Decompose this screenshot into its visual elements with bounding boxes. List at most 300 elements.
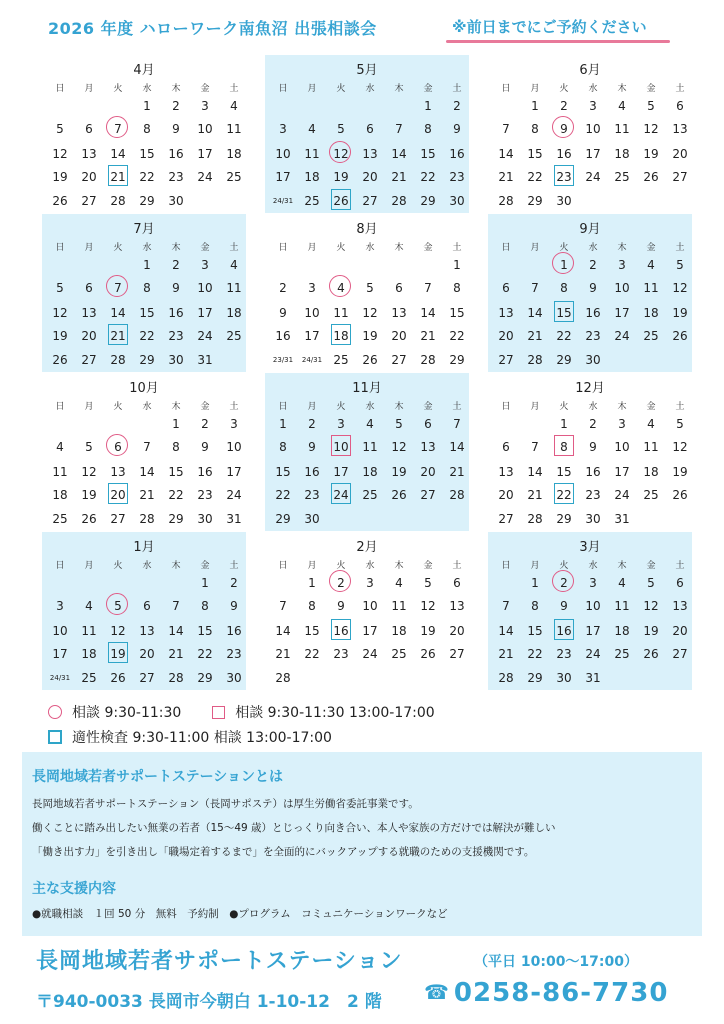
day-cell: 29 [139, 194, 155, 208]
day-cell: 22 [449, 329, 465, 343]
day-cell: 27 [420, 488, 436, 502]
day-cell: 17 [304, 329, 320, 343]
day-cell: 6 [502, 281, 510, 295]
day-cell: 6 [424, 417, 432, 431]
weekday-label: 水 [142, 243, 152, 253]
day-cell: 12 [643, 122, 659, 136]
weekday-label: 火 [559, 84, 569, 94]
day-cell: 26 [52, 353, 68, 367]
day-cell: 11 [52, 465, 68, 479]
day-cell: 24 [614, 329, 630, 343]
day-cell: 3 [589, 576, 597, 590]
weekday-label: 水 [365, 402, 375, 412]
weekday-label: 木 [617, 561, 627, 571]
day-cell: 30 [168, 353, 184, 367]
day-cell: 13 [139, 624, 155, 638]
month-calendar [488, 532, 692, 690]
day-cell: 13 [672, 122, 688, 136]
weekday-label: 火 [336, 84, 346, 94]
weekday-label: 水 [142, 561, 152, 571]
day-cell: 17 [52, 647, 68, 661]
day-cell: 7 [395, 122, 403, 136]
weekday-label: 日 [55, 84, 65, 94]
day-cell: 27 [498, 353, 514, 367]
weekday-label: 土 [452, 561, 462, 571]
day-cell: 17 [275, 170, 291, 184]
day-cell: 27 [110, 512, 126, 526]
day-cell: 12 [672, 440, 688, 454]
day-cell: 6 [85, 122, 93, 136]
month-title: 1月 [133, 540, 155, 555]
day-cell: 27 [449, 647, 465, 661]
day-cell: 8 [550, 438, 578, 456]
day-cell: 5 [56, 122, 64, 136]
day-cell: 23 [585, 329, 601, 343]
day-cell: 23 [304, 488, 320, 502]
day-cell: 15 [139, 147, 155, 161]
day-cell: 4 [366, 417, 374, 431]
day-cell: 28 [168, 671, 184, 685]
weekday-label: 木 [171, 402, 181, 412]
day-cell: 11 [614, 599, 630, 613]
reservation-note: ※前日までにご予約ください [452, 18, 647, 36]
month-calendar [42, 373, 246, 531]
day-cell: 28 [527, 512, 543, 526]
day-cell: 8 [143, 122, 151, 136]
day-cell: 27 [81, 353, 97, 367]
day-cell: 30 [226, 671, 242, 685]
day-cell: 31 [226, 512, 242, 526]
day-cell: 5 [647, 576, 655, 590]
day-cell: 4 [618, 576, 626, 590]
day-cell: 28 [139, 512, 155, 526]
day-cell: 2 [308, 417, 316, 431]
day-cell: 3 [279, 122, 287, 136]
day-cell: 21 [498, 170, 514, 184]
day-cell: 3 [366, 576, 374, 590]
day-cell: 19 [52, 170, 68, 184]
phone-number[interactable]: 0258-86-7730 [453, 978, 669, 1008]
weekday-label: 火 [336, 402, 346, 412]
weekday-label: 日 [55, 561, 65, 571]
day-cell: 9 [337, 599, 345, 613]
day-cell: 12 [362, 306, 378, 320]
day-cell: 20 [81, 329, 97, 343]
day-cell: 9 [172, 122, 180, 136]
day-cell: 6 [676, 576, 684, 590]
day-cell: 29 [527, 671, 543, 685]
day-cell: 3 [589, 99, 597, 113]
day-cell: 6 [366, 122, 374, 136]
day-cell: 10 [614, 281, 630, 295]
day-cell: 12 [420, 599, 436, 613]
day-cell: 7 [172, 599, 180, 613]
day-cell: 26 [643, 647, 659, 661]
day-cell: 25 [226, 329, 242, 343]
weekday-label: 火 [559, 243, 569, 253]
phone[interactable] [424, 978, 668, 1008]
weekday-label: 金 [646, 402, 656, 412]
day-cell: 1 [143, 99, 151, 113]
day-cell: 12 [391, 440, 407, 454]
weekday-label: 木 [171, 84, 181, 94]
day-cell: 2 [589, 417, 597, 431]
weekday-label: 水 [365, 84, 375, 94]
weekday-label: 月 [84, 402, 94, 412]
day-cell: 29 [275, 512, 291, 526]
day-cell: 20 [672, 624, 688, 638]
month-calendar [265, 214, 469, 372]
day-cell: 10 [226, 440, 242, 454]
day-cell: 8 [453, 281, 461, 295]
day-cell: 4 [308, 122, 316, 136]
day-cell: 18 [391, 624, 407, 638]
day-cell: 10 [614, 440, 630, 454]
day-cell: 15 [304, 624, 320, 638]
day-cell: 2 [453, 99, 461, 113]
day-cell: 5 [676, 258, 684, 272]
day-cell: 18 [643, 465, 659, 479]
day-cell: 20 [391, 329, 407, 343]
address: 〒940-0033 長岡市今朝白 1-10-12 2 階 [36, 992, 382, 1012]
day-cell: 27 [672, 170, 688, 184]
day-cell: 1 [560, 417, 568, 431]
day-cell: 1 [531, 576, 539, 590]
day-cell: 21 [168, 647, 184, 661]
day-cell: 29 [168, 512, 184, 526]
weekday-label: 木 [394, 84, 404, 94]
day-cell: 23 [333, 647, 349, 661]
info-box [22, 752, 702, 936]
day-cell: 31 [585, 671, 601, 685]
day-cell: 30 [168, 194, 184, 208]
weekday-label: 木 [394, 243, 404, 253]
day-cell: 21 [449, 465, 465, 479]
day-cell: 8 [531, 122, 539, 136]
day-cell: 19 [52, 329, 68, 343]
support-list: ●就職相談 １回 50 分 無料 予約制 ●プログラム コミュニケーションワークなど [32, 908, 448, 920]
day-cell: 1 [531, 99, 539, 113]
day-cell: 11 [333, 306, 349, 320]
day-cell: 24 [197, 170, 213, 184]
day-cell: 27 [81, 194, 97, 208]
day-cell: 28 [110, 194, 126, 208]
legend-circle-text: 相談 9:30-11:30 [72, 705, 182, 721]
weekday-label: 土 [452, 84, 462, 94]
day-cell: 28 [391, 194, 407, 208]
weekday-label: 水 [365, 243, 375, 253]
blue-square-legend-icon [48, 730, 62, 744]
day-cell: 15 [449, 306, 465, 320]
day-cell: 25 [614, 647, 630, 661]
day-cell: 16 [550, 622, 578, 640]
day-cell: 18 [327, 327, 355, 345]
weekday-label: 月 [84, 243, 94, 253]
day-cell: 8 [201, 599, 209, 613]
day-cell: 14 [527, 306, 543, 320]
month-title: 4月 [133, 63, 155, 78]
day-cell: 23 [550, 168, 578, 186]
organization-name: 長岡地域若者サポートステーション [36, 949, 403, 974]
day-cell: 19 [672, 465, 688, 479]
day-cell: 8 [531, 599, 539, 613]
day-cell: 21 [527, 488, 543, 502]
day-cell: 2 [550, 574, 578, 592]
day-cell: 6 [143, 599, 151, 613]
day-cell: 3 [201, 99, 209, 113]
day-cell: 5 [337, 122, 345, 136]
weekday-label: 日 [278, 561, 288, 571]
day-cell: 10 [275, 147, 291, 161]
day-cell: 27 [139, 671, 155, 685]
day-cell: 22 [139, 329, 155, 343]
day-cell: 22 [527, 647, 543, 661]
day-cell: 19 [81, 488, 97, 502]
weekday-label: 土 [675, 84, 685, 94]
weekday-label: 金 [200, 243, 210, 253]
day-cell: 25 [643, 329, 659, 343]
day-cell: 26 [81, 512, 97, 526]
day-cell: 30 [197, 512, 213, 526]
day-cell: 23 [226, 647, 242, 661]
day-cell: 27 [672, 647, 688, 661]
day-cell: 30 [585, 353, 601, 367]
day-cell: 5 [424, 576, 432, 590]
day-cell: 22 [139, 170, 155, 184]
circle-legend-icon [48, 705, 62, 719]
weekday-label: 月 [307, 84, 317, 94]
weekday-label: 火 [113, 243, 123, 253]
day-cell: 28 [498, 671, 514, 685]
day-cell: 29 [420, 194, 436, 208]
day-cell: 18 [226, 147, 242, 161]
day-cell: 3 [618, 258, 626, 272]
day-cell: 28 [275, 671, 291, 685]
weekday-label: 火 [559, 402, 569, 412]
day-cell: 24 [197, 329, 213, 343]
day-cell: 29 [527, 194, 543, 208]
weekday-label: 日 [501, 243, 511, 253]
day-cell: 14 [498, 624, 514, 638]
weekday-label: 土 [229, 243, 239, 253]
day-cell: 19 [420, 624, 436, 638]
day-cell: 7 [143, 440, 151, 454]
day-cell: 11 [362, 440, 378, 454]
weekday-label: 水 [588, 402, 598, 412]
day-cell: 18 [614, 624, 630, 638]
month-title: 12月 [575, 381, 605, 396]
day-cell: 23 [197, 488, 213, 502]
day-cell: 16 [327, 622, 355, 640]
day-cell: 17 [585, 624, 601, 638]
day-cell: 2 [201, 417, 209, 431]
month-calendar [265, 532, 469, 690]
day-cell: 17 [614, 465, 630, 479]
weekday-label: 月 [530, 84, 540, 94]
day-cell: 16 [168, 306, 184, 320]
day-cell: 1 [308, 576, 316, 590]
day-cell: 17 [197, 147, 213, 161]
day-cell: 23 [168, 329, 184, 343]
day-cell: 26 [362, 353, 378, 367]
day-cell: 4 [230, 258, 238, 272]
day-cell: 14 [139, 465, 155, 479]
weekday-label: 木 [617, 84, 627, 94]
day-cell: 13 [362, 147, 378, 161]
day-cell: 15 [197, 624, 213, 638]
day-cell: 30 [556, 671, 572, 685]
day-cell: 20 [104, 486, 132, 504]
day-cell: 7 [502, 122, 510, 136]
weekday-label: 水 [588, 561, 598, 571]
day-cell: 13 [391, 306, 407, 320]
month-title: 5月 [356, 63, 378, 78]
day-cell: 21 [139, 488, 155, 502]
weekday-label: 月 [530, 561, 540, 571]
day-cell: 4 [647, 258, 655, 272]
day-cell: 24 [585, 647, 601, 661]
weekday-label: 月 [84, 561, 94, 571]
day-cell: 21 [104, 327, 132, 345]
day-cell: 18 [81, 647, 97, 661]
weekday-label: 金 [423, 243, 433, 253]
day-cell: 22 [556, 329, 572, 343]
day-cell: 26 [672, 329, 688, 343]
day-cell: 10 [362, 599, 378, 613]
day-cell: 22 [527, 170, 543, 184]
weekday-label: 火 [113, 561, 123, 571]
day-cell: 7 [279, 599, 287, 613]
day-cell: 2 [279, 281, 287, 295]
day-cell: 25 [391, 647, 407, 661]
day-cell: 17 [362, 624, 378, 638]
day-cell: 19 [391, 465, 407, 479]
day-cell: 4 [618, 99, 626, 113]
day-cell: 2 [560, 99, 568, 113]
weekday-label: 木 [617, 243, 627, 253]
day-cell: 3 [337, 417, 345, 431]
weekday-label: 金 [646, 561, 656, 571]
legend-blue-square-text: 適性検査 9:30-11:00 相談 13:00-17:00 [72, 730, 332, 746]
day-cell: 18 [614, 147, 630, 161]
month-title: 3月 [579, 540, 601, 555]
day-cell: 20 [420, 465, 436, 479]
day-cell: 4 [647, 417, 655, 431]
day-cell: 13 [110, 465, 126, 479]
day-cell: 22 [197, 647, 213, 661]
day-cell: 2 [589, 258, 597, 272]
legend-row-1 [48, 702, 435, 722]
day-cell: 21 [527, 329, 543, 343]
day-cell: 18 [643, 306, 659, 320]
day-cell: 15 [550, 304, 578, 322]
day-cell: 9 [279, 306, 287, 320]
day-cell: 28 [110, 353, 126, 367]
day-cell: 9 [560, 599, 568, 613]
day-cell: 8 [279, 440, 287, 454]
day-cell: 26 [110, 671, 126, 685]
day-cell: 25 [614, 170, 630, 184]
day-cell: 25 [81, 671, 97, 685]
day-cell: 17 [197, 306, 213, 320]
day-cell: 3 [230, 417, 238, 431]
day-cell: 7 [531, 440, 539, 454]
day-cell: 15 [275, 465, 291, 479]
day-cell: 12 [52, 306, 68, 320]
day-cell: 7 [453, 417, 461, 431]
day-cell: 28 [449, 488, 465, 502]
day-cell: 24 [327, 486, 355, 504]
day-cell: 4 [395, 576, 403, 590]
day-cell: 6 [85, 281, 93, 295]
month-calendar [488, 55, 692, 213]
day-cell: 26 [643, 170, 659, 184]
day-cell: 1 [424, 99, 432, 113]
legend-pink-square-text: 相談 9:30-11:30 13:00-17:00 [235, 705, 435, 721]
month-title: 6月 [579, 63, 601, 78]
day-cell: 13 [498, 306, 514, 320]
month-title: 7月 [133, 222, 155, 237]
month-title: 10月 [129, 381, 159, 396]
day-cell: 24 [226, 488, 242, 502]
weekday-label: 土 [229, 84, 239, 94]
day-cell: 19 [672, 306, 688, 320]
day-cell: 16 [197, 465, 213, 479]
day-cell: 6 [676, 99, 684, 113]
month-calendar [42, 55, 246, 213]
day-cell: 9 [589, 281, 597, 295]
day-cell: 11 [643, 281, 659, 295]
day-cell: 24 [614, 488, 630, 502]
day-cell: 7 [104, 120, 132, 138]
day-cell: 22 [304, 647, 320, 661]
day-cell: 9 [550, 120, 578, 138]
day-cell: 22 [550, 486, 578, 504]
day-cell: 19 [643, 147, 659, 161]
day-cell: 16 [226, 624, 242, 638]
month-calendar [265, 373, 469, 531]
month-calendar [42, 532, 246, 690]
weekday-label: 金 [200, 84, 210, 94]
day-cell: 9 [201, 440, 209, 454]
month-calendar [488, 214, 692, 372]
pink-square-legend-icon [212, 706, 225, 719]
business-hours: （平日 10:00〜17:00） [474, 954, 639, 970]
weekday-label: 月 [307, 561, 317, 571]
day-cell: 16 [556, 147, 572, 161]
weekday-label: 日 [278, 243, 288, 253]
weekday-label: 日 [501, 84, 511, 94]
weekday-label: 土 [675, 402, 685, 412]
day-cell: 12 [110, 624, 126, 638]
day-cell: 21 [104, 168, 132, 186]
day-cell: 24/31 [301, 356, 323, 364]
day-cell: 23 [449, 170, 465, 184]
weekday-label: 日 [278, 402, 288, 412]
day-cell: 18 [362, 465, 378, 479]
weekday-label: 火 [113, 84, 123, 94]
day-cell: 16 [585, 465, 601, 479]
day-cell: 30 [449, 194, 465, 208]
day-cell: 5 [85, 440, 93, 454]
day-cell: 10 [197, 281, 213, 295]
day-cell: 8 [143, 281, 151, 295]
month-calendar [488, 373, 692, 531]
weekday-label: 金 [646, 243, 656, 253]
day-cell: 12 [672, 281, 688, 295]
day-cell: 9 [172, 281, 180, 295]
weekday-label: 日 [501, 402, 511, 412]
